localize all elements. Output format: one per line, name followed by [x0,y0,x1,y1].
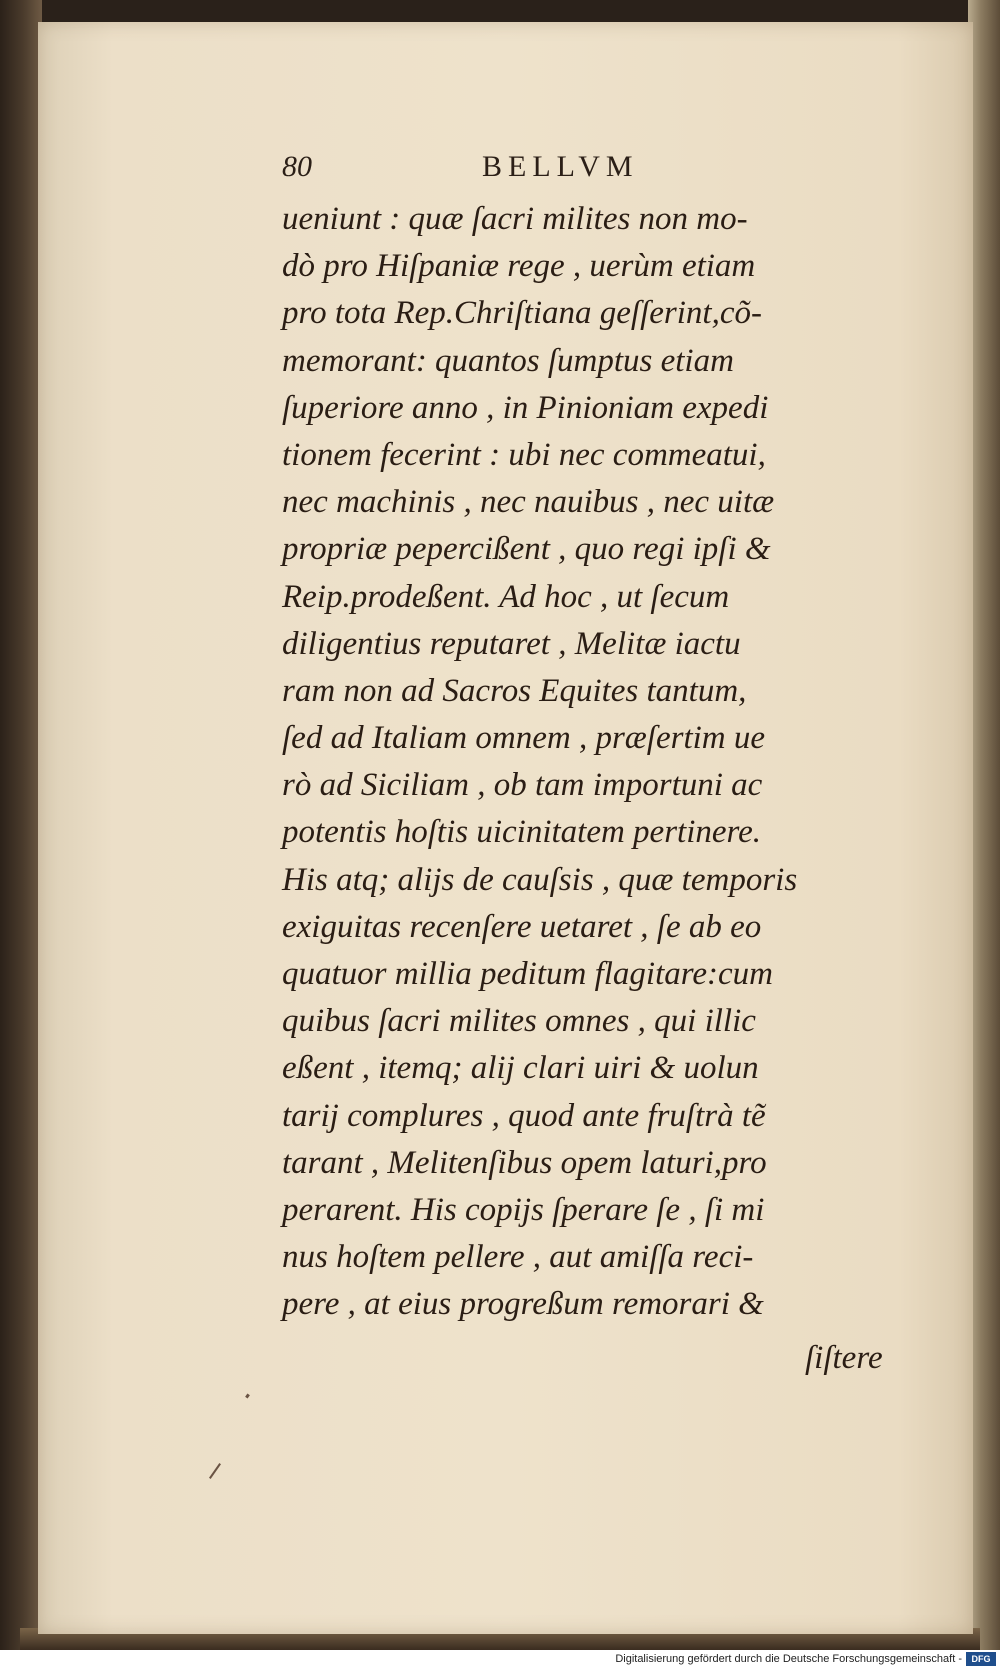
text-line: tarij complures , quod ante fruſtrà tẽ [282,1097,766,1134]
text-line: diligentius reputaret , Melitæ iactu [282,625,741,662]
text-line: His atq; alijs de cauſsis , quæ temporis [282,861,798,898]
text-line: exiguitas recenſere uetaret , ſe ab eo [282,908,762,945]
text-line: nus hoſtem pellere , aut amiſſa reci- [282,1239,754,1276]
text-line: Reip.prodeßent. Ad hoc , ut ſecum [282,578,730,615]
text-line: perarent. His copijs ſperare ſe , ſi mi [282,1191,765,1228]
text-line: quibus ſacri milites omnes , qui illic [282,1003,756,1040]
page-header [282,150,702,190]
text-line: rò ad Siciliam , ob tam importuni ac [282,767,763,804]
text-line: dò pro Hiſpaniæ rege , uerùm etiam [282,248,756,285]
text-line: memorant: quantos ſumptus etiam [282,342,734,379]
text-line: ueniunt : quæ ſacri milites non mo- [282,201,748,237]
book-edge-left [0,0,42,1650]
catchword: ſiſtere [805,1340,883,1376]
text-line: potentis hoſtis uicinitatem pertinere. [282,814,762,851]
text-line: tarant , Melitenſibus opem laturi,pro [282,1144,767,1181]
text-line: tionem fecerint : ubi nec commeatui, [282,436,766,473]
body-text [282,196,907,1329]
text-line: ſuperiore anno , in Pinioniam expedi [282,389,769,426]
text-line: ram non ad Sacros Equites tantum, [282,672,747,709]
text-line: quatuor millia peditum flagitare:cum [282,956,773,992]
text-line: propriæ pepercißent , quo regi ipſi & [282,531,771,568]
text-line: ſed ad Italiam omnem , præſertim ue [282,720,766,757]
page-number: 80 [282,150,312,183]
text-line: eßent , itemq; alij clari uiri & uolun [282,1050,759,1087]
digitization-credit: Digitalisierung gefördert durch die Deutsche Forschungsgemeinschaft - [615,1653,962,1665]
dfg-logo: DFG [966,1652,996,1666]
running-head: BELLVM [482,150,639,183]
text-line: pro tota Rep.Chriſtiana geſſerint,cõ- [282,295,762,332]
text-line: pere , at eius progreßum remorari & [282,1286,764,1323]
text-line: nec machinis , nec nauibus , nec uitæ [282,484,775,521]
